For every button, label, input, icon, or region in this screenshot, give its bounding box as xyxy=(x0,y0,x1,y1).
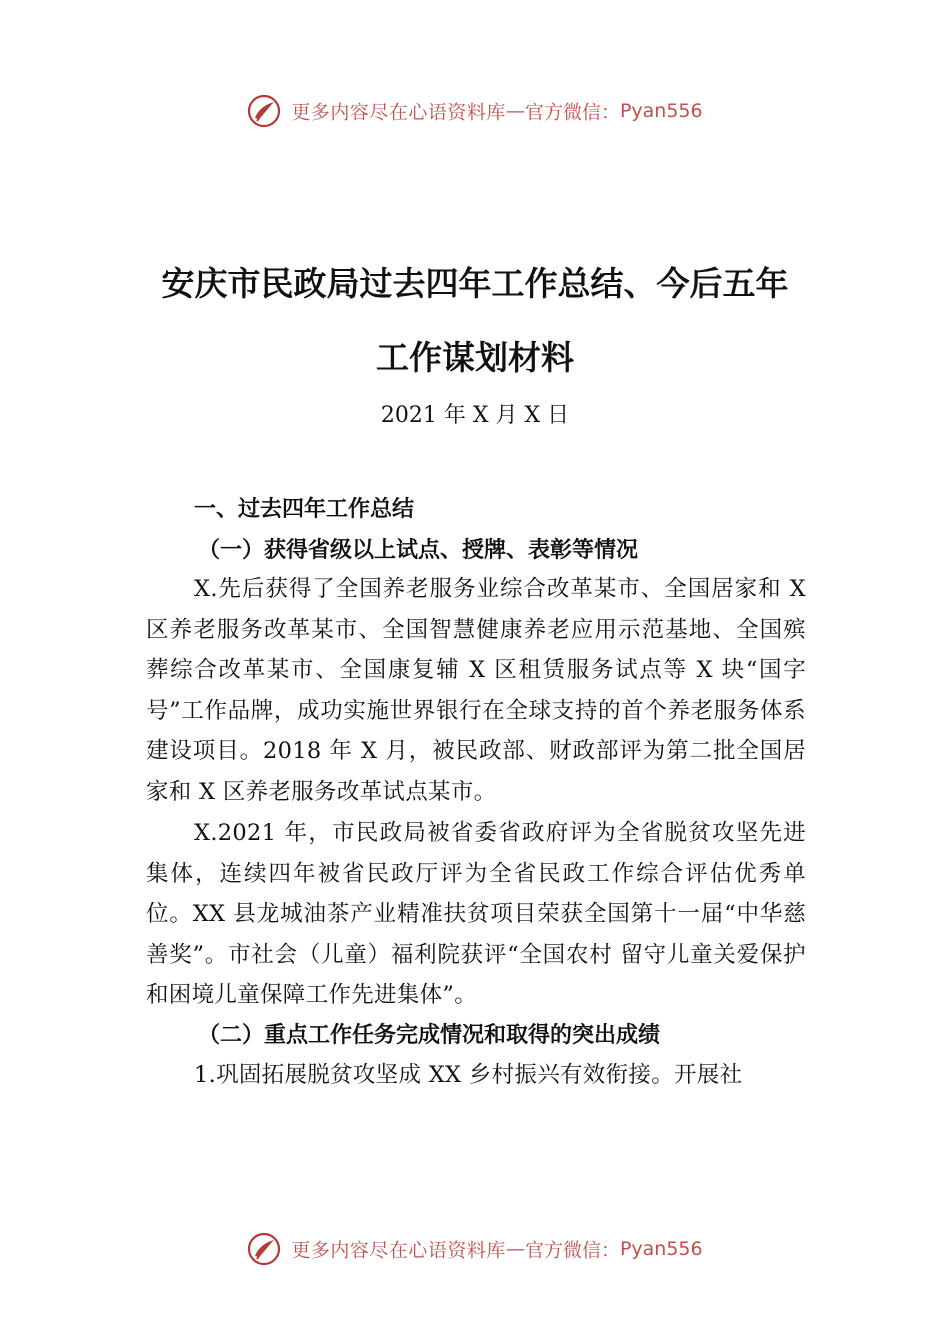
section-heading: 一、过去四年工作总结 xyxy=(194,497,415,522)
paragraph-2: X.2021 年，市民政局被省委省政府评为全省脱贫攻坚先进集体，连续四年被省民政厅评为全省民政工作综合评估优秀单位。XX 县龙城油茶产业精准扶贫项目荣获全国第十一届“中华慈善奖”。市社会（儿童）福利院获评“全国农村 留守儿童关爱保护和困境儿童保障工作先进集体”。 xyxy=(146,820,806,1009)
header-watermark xyxy=(0,94,950,128)
paragraph-3: 1.巩固拓展脱贫攻坚成 XX 乡村振兴有效衔接。开展社 xyxy=(194,1062,743,1088)
footer-watermark xyxy=(0,1232,950,1266)
brush-logo-icon xyxy=(247,1232,281,1266)
banner-dash: — xyxy=(505,1238,525,1260)
paragraph-1: X.先后获得了全国养老服务业综合改革某市、全国居家和 X 区养老服务改革某市、全国智慧健康养老应用示范基地、全国殡葬综合改革某市、全国康复辅 X 区租赁服务试点等 X 块“国字号”工作品牌，成功实施世界银行在全球支持的首个养老服务体系建设项目。2018 年 X 月，被民政部、财政部评为第二批全国居家和 X 区养老服务改革试点某市。 xyxy=(146,576,806,805)
doc-title-line2: 工作谋划材料 xyxy=(376,338,574,377)
subsection-heading-1: （一）获得省级以上试点、授牌、表彰等情况 xyxy=(198,537,639,563)
banner-dash: — xyxy=(505,100,525,122)
subsection-heading-2: （二）重点工作任务完成情况和取得的突出成绩 xyxy=(198,1022,661,1048)
banner-account: Pyan556 xyxy=(619,1238,703,1260)
doc-date: 2021 年 X 月 X 日 xyxy=(380,403,570,428)
banner-official: 官方微信： xyxy=(524,101,620,124)
brush-logo-icon xyxy=(247,94,281,128)
banner-brand: 更多内容尽在心语资料库 xyxy=(291,1239,506,1262)
banner-official: 官方微信： xyxy=(524,1239,620,1262)
doc-title-line1: 安庆市民政局过去四年工作总结、今后五年 xyxy=(161,264,789,303)
banner-account: Pyan556 xyxy=(619,100,703,122)
banner-brand: 更多内容尽在心语资料库 xyxy=(291,101,506,124)
